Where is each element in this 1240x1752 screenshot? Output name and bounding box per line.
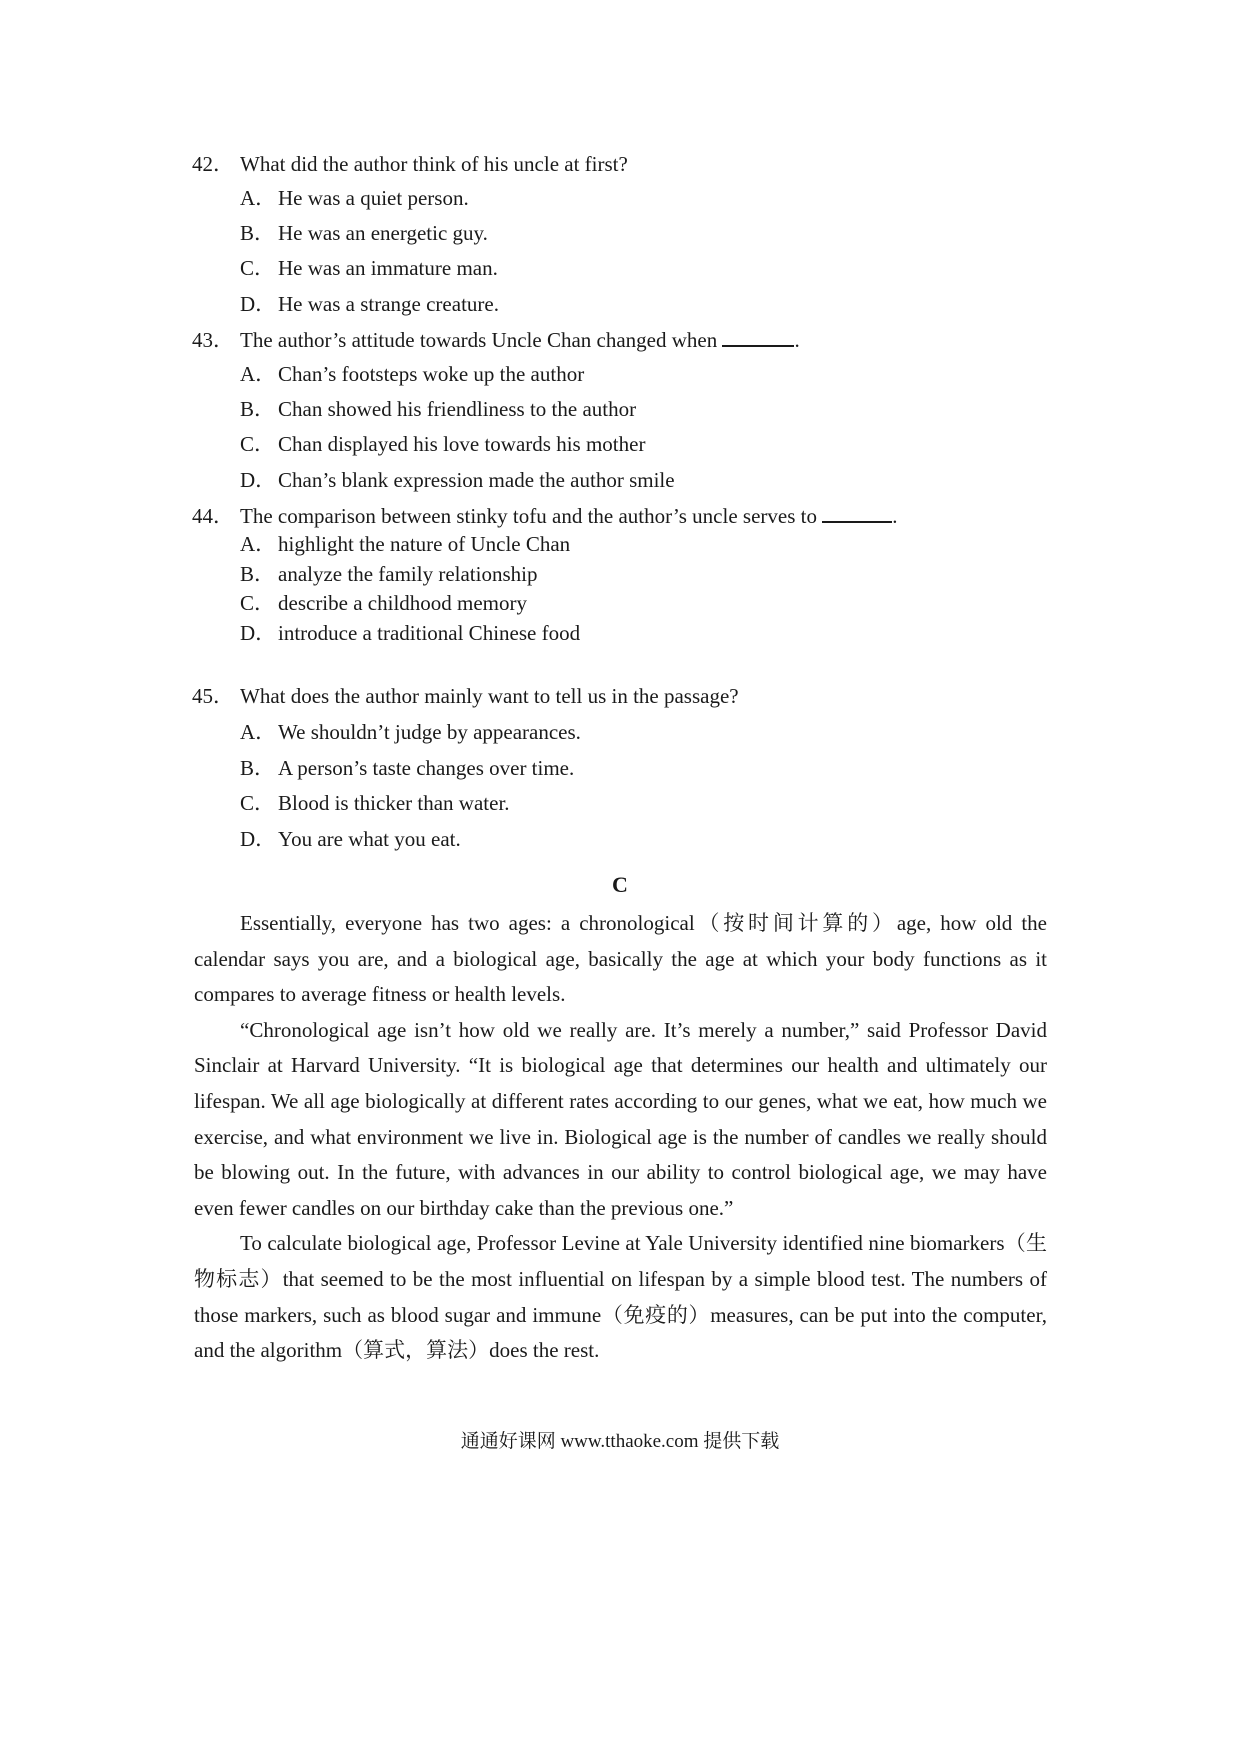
passage-paragraph: “Chronological age isn’t how old we really are. It’s merely a number,” said Professor David Sinclair at Harvard University. “It is biological age that determines our health and ultimately our lifespan. We all age biologically at different rates according to our genes, what we eat, how much we exercise, and what environment we live in. Biological age is the number of candles we really should be blowing out. In the future, with advances in our ability to control biological age, we may have even fewer candles on our birthday cake than the previous one.” — [194, 1017, 1047, 1220]
question-number: 42． — [192, 152, 234, 176]
option-letter: D． — [240, 621, 277, 645]
option-letter: A． — [240, 532, 277, 556]
question-45-option-b — [240, 756, 1060, 780]
option-text: A person’s taste changes over time. — [278, 756, 575, 780]
question-43-option-b — [240, 397, 1060, 421]
option-letter: D． — [240, 468, 277, 492]
option-letter: A． — [240, 720, 277, 744]
option-letter: C． — [240, 791, 276, 815]
option-letter: D． — [240, 292, 277, 316]
question-43-option-c — [240, 432, 1060, 456]
option-text: Chan displayed his love towards his mother — [278, 432, 646, 456]
passage-paragraph: Essentially, everyone has two ages: a chronological（按时间计算的）age, how old the calendar says you are, and a biological age, basically the age at which your body functions as it compares to average fitness or health levels. — [194, 911, 1047, 1007]
question-text: What did the author think of his uncle at first? — [240, 152, 628, 176]
option-text: Blood is thicker than water. — [278, 791, 510, 815]
question-44 — [192, 503, 1062, 528]
option-text: analyze the family relationship — [278, 562, 538, 586]
section-title: C — [612, 872, 628, 897]
page-footer: 通通好课网 www.tthaoke.com 提供下载 — [460, 1431, 780, 1452]
question-text: The author’s attitude towards Uncle Chan changed when — [240, 328, 718, 352]
question-42-option-b — [240, 221, 1060, 245]
question-42 — [192, 152, 1062, 176]
option-text: You are what you eat. — [278, 827, 461, 851]
answer-blank — [822, 503, 892, 523]
question-44-option-d — [240, 621, 1060, 645]
option-letter: B． — [240, 221, 276, 245]
option-text: Chan showed his friendliness to the author — [278, 397, 637, 421]
option-text: He was an energetic guy. — [278, 221, 488, 245]
question-45-option-c — [240, 791, 1060, 815]
question-text-end: . — [794, 328, 800, 352]
reading-passage — [194, 906, 1047, 1369]
option-letter: C． — [240, 591, 276, 615]
answer-blank — [722, 327, 794, 347]
option-text: Chan’s footsteps woke up the author — [278, 362, 585, 386]
question-42-option-d — [240, 292, 1060, 316]
option-letter: C． — [240, 256, 276, 280]
question-45 — [192, 684, 1062, 708]
question-45-option-d — [240, 827, 1060, 851]
question-number: 43． — [192, 328, 234, 352]
question-43-option-d — [240, 468, 1060, 492]
question-text: The comparison between stinky tofu and the author’s uncle serves to — [240, 504, 817, 528]
option-text: describe a childhood memory — [278, 591, 528, 615]
option-text: He was a strange creature. — [278, 292, 499, 316]
option-letter: A． — [240, 186, 277, 210]
question-44-option-a — [240, 532, 1060, 556]
option-letter: B． — [240, 562, 276, 586]
question-42-option-c — [240, 256, 1060, 280]
question-42-option-a — [240, 186, 1060, 210]
question-44-option-b — [240, 562, 1060, 586]
question-number: 45． — [192, 684, 234, 708]
option-letter: C． — [240, 432, 276, 456]
option-text: He was a quiet person. — [278, 186, 469, 210]
option-text: We shouldn’t judge by appearances. — [278, 720, 581, 744]
question-44-option-c — [240, 591, 1060, 615]
option-text: Chan’s blank expression made the author smile — [278, 468, 675, 492]
question-43-option-a — [240, 362, 1060, 386]
question-43 — [192, 327, 1062, 352]
question-text-end: . — [892, 504, 898, 528]
option-letter: B． — [240, 756, 276, 780]
question-text: What does the author mainly want to tell us in the passage? — [240, 684, 739, 708]
option-letter: A． — [240, 362, 277, 386]
option-text: highlight the nature of Uncle Chan — [278, 532, 571, 556]
option-text: introduce a traditional Chinese food — [278, 621, 581, 645]
question-45-option-a — [240, 720, 1060, 744]
option-text: He was an immature man. — [278, 256, 498, 280]
passage-paragraph: To calculate biological age, Professor Levine at Yale University identified nine biomarkers（生物标志）that seemed to be the most influential on lifespan by a simple blood test. The numbers of those markers, such as blood sugar and immune（免疫的）measures, can be put into the computer, and the algorithm（算式，算法）does the rest. — [194, 1231, 1047, 1363]
option-letter: B． — [240, 397, 276, 421]
question-number: 44． — [192, 504, 234, 528]
option-letter: D． — [240, 827, 277, 851]
